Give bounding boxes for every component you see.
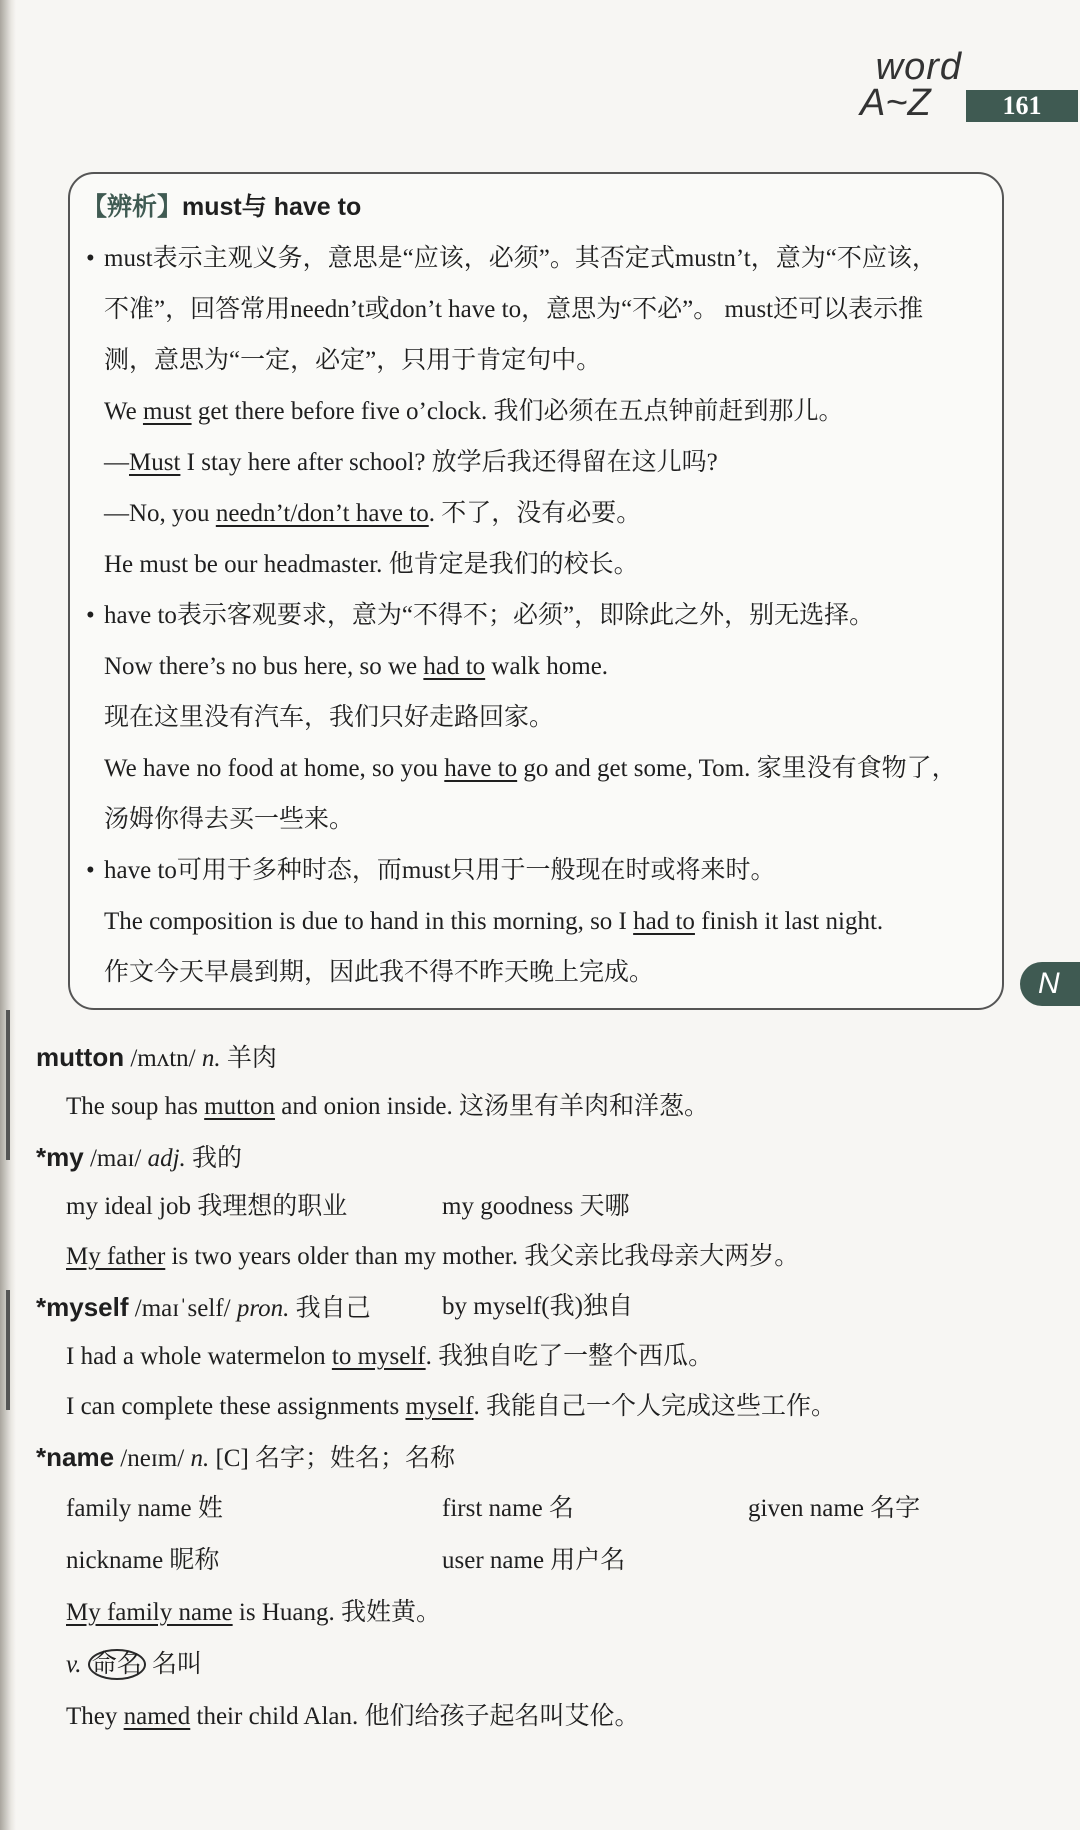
header-word-label: word (875, 46, 962, 88)
phrase: by myself(我)独自 (442, 1293, 633, 1320)
example-sentence: We must get there before five o’clock. 我们必须在五点钟前赶到那儿。 (104, 398, 844, 425)
alphabet-tab-n[interactable]: N (1020, 962, 1080, 1006)
handwritten-circle: 命名 (88, 1649, 146, 1680)
page-edge-mark (6, 1010, 10, 1160)
definition: 羊肉 (220, 1045, 277, 1072)
phonetic: /mʌtn/ (124, 1045, 202, 1072)
part-of-speech: pron. (236, 1295, 290, 1322)
analysis-point-must: • must表示主观义务，意思是“应该，必须”。其否定式mustn’t，意为“不应该， (104, 244, 937, 274)
analysis-title (82, 192, 361, 222)
example-sentence: I had a whole watermelon to myself. 我独自吃了一整个西瓜。 (66, 1343, 714, 1370)
phonetic: /neɪm/ (114, 1445, 191, 1472)
example-sentence: The composition is due to hand in this morning, so I had to finish it last night. (104, 908, 884, 935)
example-translation: 现在这里没有汽车，我们只好走路回家。 (104, 704, 555, 731)
example-sentence: —Must I stay here after school? 放学后我还得留在这儿吗? (104, 449, 718, 476)
definition: [C] 名字；姓名；名称 (209, 1445, 456, 1472)
phrase: my ideal job 我理想的职业 (66, 1193, 348, 1220)
headword: *myself (36, 1292, 129, 1322)
part-of-speech: v. (66, 1651, 82, 1678)
example-translation: 汤姆你得去买一些来。 (104, 806, 355, 833)
entry-myself (36, 1292, 371, 1324)
headword: mutton (36, 1042, 125, 1072)
definition: 我的 (185, 1145, 243, 1172)
page-number: 161 (966, 90, 1078, 122)
entry-mutton (36, 1042, 277, 1074)
analysis-text-line: 不准”，回答常用needn’t或don’t have to，意思为“不必”。 must还可以表示推 (104, 296, 924, 323)
phonetic: /maɪˈself/ (128, 1295, 237, 1322)
example-sentence: We have no food at home, so you have to go and get some, Tom. 家里没有食物了， (104, 755, 957, 782)
binding-shadow (0, 0, 16, 1830)
part-of-speech: adj. (147, 1145, 186, 1172)
analysis-point-tense: • have to可用于多种时态，而must只用于一般现在时或将来时。 (104, 856, 776, 886)
collocation: user name 用户名 (442, 1547, 626, 1574)
collocation: family name 姓 (66, 1495, 223, 1522)
analysis-point-have-to: • have to表示客观要求，意为“不得不；必须”，即除此之外，别无选择。 (104, 601, 874, 631)
header-range: A~Z (860, 82, 931, 124)
example-sentence: He must be our headmaster. 他肯定是我们的校长。 (104, 551, 639, 578)
entry-my (36, 1142, 242, 1174)
example-sentence: —No, you needn’t/don’t have to. 不了，没有必要。 (104, 500, 642, 527)
page-edge-mark (6, 1290, 10, 1410)
headword: *my (36, 1142, 84, 1172)
definition: 我自己 (289, 1295, 371, 1322)
phonetic: /maɪ/ (83, 1145, 148, 1172)
collocation: nickname 昵称 (66, 1547, 220, 1574)
example-sentence: I can complete these assignments myself. 我能自己一个人完成这些工作。 (66, 1393, 837, 1420)
phrase: my goodness 天哪 (442, 1193, 630, 1220)
analysis-title-text: must与 have to (182, 193, 362, 221)
example-sentence: My family name is Huang. 我姓黄。 (66, 1599, 441, 1626)
example-translation: 作文今天早晨到期，因此我不得不昨天晚上完成。 (104, 959, 655, 986)
part-of-speech: n. (190, 1445, 210, 1472)
collocation: given name 名字 (748, 1495, 921, 1522)
collocation: first name 名 (442, 1495, 574, 1522)
example-sentence: Now there’s no bus here, so we had to walk home. (104, 653, 609, 680)
part-of-speech: n. (201, 1045, 221, 1072)
analysis-bracket: 【辨析】 (82, 193, 183, 221)
headword: *name (36, 1442, 115, 1472)
verb-sense: v. 命名 名叫 (66, 1651, 203, 1678)
entry-name (36, 1442, 455, 1474)
example-sentence: My father is two years older than my mother. 我父亲比我母亲大两岁。 (66, 1243, 800, 1270)
example-sentence: They named their child Alan. 他们给孩子起名叫艾伦。 (66, 1703, 640, 1730)
example-sentence: The soup has mutton and onion inside. 这汤里有羊肉和洋葱。 (66, 1093, 710, 1120)
analysis-text-line: 测，意思为“一定，必定”，只用于肯定句中。 (104, 347, 602, 374)
